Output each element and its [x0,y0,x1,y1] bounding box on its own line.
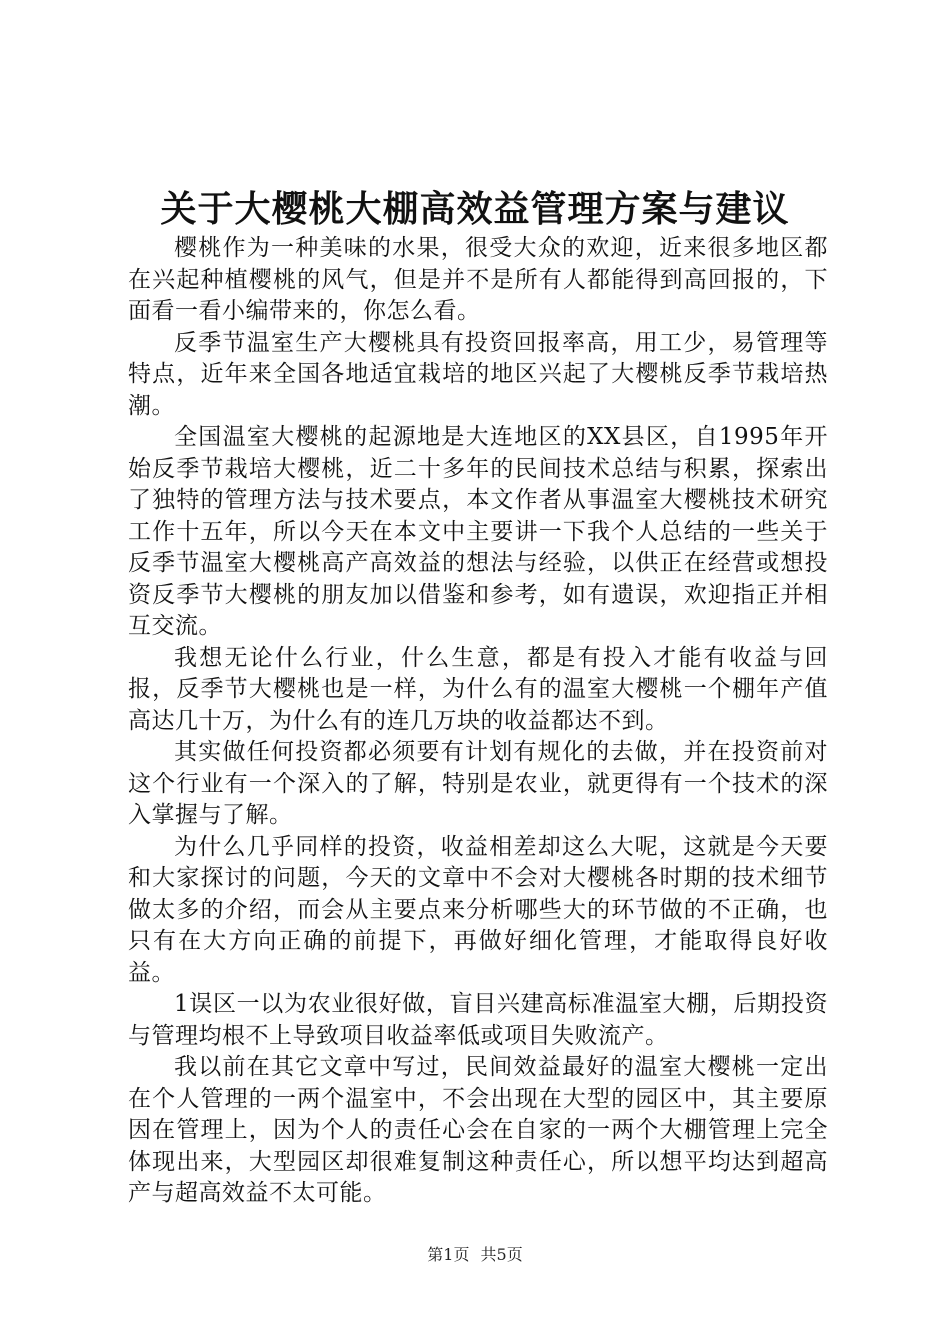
page-number: 第1页 [427,1245,470,1264]
paragraph: 全国温室大樱桃的起源地是大连地区的XX县区，自1995年开始反季节栽培大樱桃，近二十多年的民间技术总结与积累，探索出了独特的管理方法与技术要点，本文作者从事温室大樱桃技术研究工作十五年，所以今天在本文中主要讲一下我个人总结的一些关于反季节温室大樱桃高产高效益的想法与经验，以供正在经营或想投资反季节大樱桃的朋友加以借鉴和参考，如有遗误，欢迎指正并相互交流。 [128,424,828,639]
paragraph: 反季节温室生产大樱桃具有投资回报率高，用工少，易管理等特点，近年来全国各地适宜栽培的地区兴起了大樱桃反季节栽培热潮。 [128,329,828,419]
paragraph: 其实做任何投资都必须要有计划有规化的去做，并在投资前对这个行业有一个深入的了解，特别是农业，就更得有一个技术的深入掌握与了解。 [128,739,828,828]
page-total: 共5页 [480,1245,523,1264]
page-footer [0,1244,950,1266]
paragraph: 1误区一以为农业很好做，盲目兴建高标准温室大棚，后期投资与管理均根不上导致项目收益率低或项目失败流产。 [128,991,828,1049]
paragraph: 我想无论什么行业，什么生意，都是有投入才能有收益与回报，反季节大樱桃也是一样，为什么有的温室大樱桃一个棚年产值高达几十万，为什么有的连几万块的收益都达不到。 [128,644,828,734]
document-body [128,233,828,1210]
paragraph: 为什么几乎同样的投资，收益相差却这么大呢，这就是今天要和大家探讨的问题，今天的文章中不会对大樱桃各时期的技术细节做太多的介绍，而会从主要点来分析哪些大的环节做的不正确，也只有在大方向正确的前提下，再做好细化管理，才能取得良好收益。 [128,833,828,986]
paragraph: 我以前在其它文章中写过，民间效益最好的温室大樱桃一定出在个人管理的一两个温室中，不会出现在大型的园区中，其主要原因在管理上，因为个人的责任心会在自家的一两个大棚管理上完全体现出来，大型园区却很难复制这种责任心，所以想平均达到超高产与超高效益不太可能。 [128,1054,828,1206]
paragraph: 樱桃作为一种美味的水果，很受大众的欢迎，近来很多地区都在兴起种植樱桃的风气，但是并不是所有人都能得到高回报的，下面看一看小编带来的，你怎么看。 [128,235,828,324]
document-title: 关于大樱桃大棚高效益管理方案与建议 [160,188,790,230]
